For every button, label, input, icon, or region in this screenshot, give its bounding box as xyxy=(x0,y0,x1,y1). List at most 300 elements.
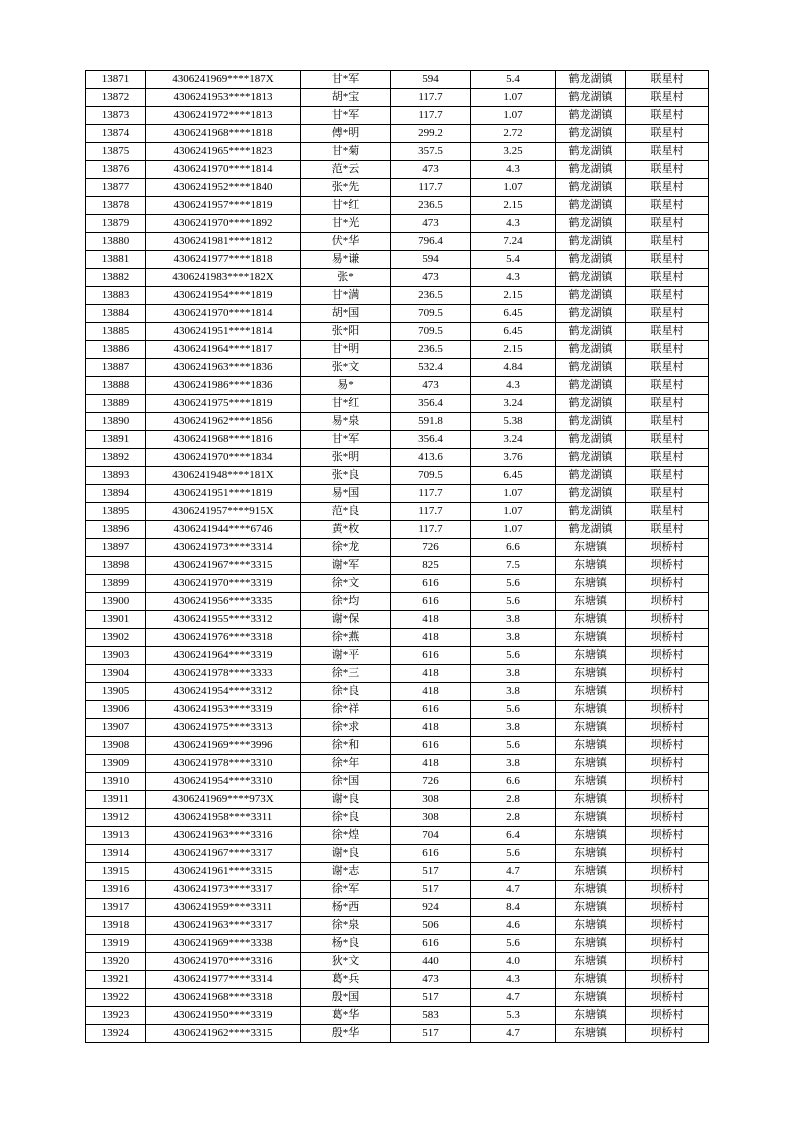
cell-serial: 13885 xyxy=(86,323,146,341)
cell-town: 东塘镇 xyxy=(556,575,626,593)
table-row xyxy=(86,197,709,215)
table-row xyxy=(86,755,709,773)
cell-amount: 236.5 xyxy=(391,341,471,359)
cell-town: 鹤龙湖镇 xyxy=(556,269,626,287)
table-row xyxy=(86,629,709,647)
cell-id-number: 4306241964****1817 xyxy=(146,341,301,359)
cell-town: 鹤龙湖镇 xyxy=(556,215,626,233)
table-row xyxy=(86,215,709,233)
cell-serial: 13915 xyxy=(86,863,146,881)
cell-town: 东塘镇 xyxy=(556,683,626,701)
table-row xyxy=(86,125,709,143)
cell-serial: 13882 xyxy=(86,269,146,287)
cell-village: 坝桥村 xyxy=(626,791,709,809)
cell-name: 徐*燕 xyxy=(301,629,391,647)
cell-village: 联星村 xyxy=(626,503,709,521)
cell-name: 徐*和 xyxy=(301,737,391,755)
cell-serial: 13896 xyxy=(86,521,146,539)
cell-amount: 709.5 xyxy=(391,323,471,341)
cell-rate: 5.4 xyxy=(471,71,556,89)
cell-town: 鹤龙湖镇 xyxy=(556,359,626,377)
cell-rate: 3.8 xyxy=(471,611,556,629)
table-row xyxy=(86,233,709,251)
cell-town: 东塘镇 xyxy=(556,737,626,755)
cell-village: 联星村 xyxy=(626,215,709,233)
cell-village: 联星村 xyxy=(626,107,709,125)
cell-serial: 13913 xyxy=(86,827,146,845)
cell-amount: 356.4 xyxy=(391,431,471,449)
cell-town: 鹤龙湖镇 xyxy=(556,251,626,269)
cell-rate: 3.8 xyxy=(471,665,556,683)
cell-serial: 13877 xyxy=(86,179,146,197)
cell-name: 徐*国 xyxy=(301,773,391,791)
cell-name: 甘*军 xyxy=(301,431,391,449)
cell-name: 谢*军 xyxy=(301,557,391,575)
cell-town: 鹤龙湖镇 xyxy=(556,179,626,197)
cell-village: 坝桥村 xyxy=(626,665,709,683)
cell-id-number: 4306241967****3315 xyxy=(146,557,301,575)
cell-name: 徐*良 xyxy=(301,809,391,827)
cell-id-number: 4306241963****3316 xyxy=(146,827,301,845)
cell-name: 张*阳 xyxy=(301,323,391,341)
cell-amount: 308 xyxy=(391,791,471,809)
cell-name: 胡*国 xyxy=(301,305,391,323)
cell-town: 东塘镇 xyxy=(556,845,626,863)
cell-amount: 117.7 xyxy=(391,503,471,521)
cell-name: 谢*志 xyxy=(301,863,391,881)
cell-amount: 825 xyxy=(391,557,471,575)
table-row xyxy=(86,737,709,755)
cell-amount: 117.7 xyxy=(391,89,471,107)
cell-serial: 13911 xyxy=(86,791,146,809)
cell-village: 坝桥村 xyxy=(626,899,709,917)
cell-village: 坝桥村 xyxy=(626,953,709,971)
subsidy-table xyxy=(85,70,709,1043)
cell-name: 甘*满 xyxy=(301,287,391,305)
cell-amount: 473 xyxy=(391,161,471,179)
cell-amount: 418 xyxy=(391,755,471,773)
cell-amount: 616 xyxy=(391,935,471,953)
cell-amount: 594 xyxy=(391,71,471,89)
cell-village: 坝桥村 xyxy=(626,773,709,791)
cell-serial: 13876 xyxy=(86,161,146,179)
table-row xyxy=(86,953,709,971)
cell-amount: 726 xyxy=(391,539,471,557)
table-row xyxy=(86,107,709,125)
table-body xyxy=(86,71,709,1043)
table-row xyxy=(86,143,709,161)
cell-rate: 6.4 xyxy=(471,827,556,845)
cell-id-number: 4306241970****1834 xyxy=(146,449,301,467)
cell-id-number: 4306241973****3317 xyxy=(146,881,301,899)
cell-village: 联星村 xyxy=(626,161,709,179)
cell-village: 坝桥村 xyxy=(626,557,709,575)
cell-id-number: 4306241954****3312 xyxy=(146,683,301,701)
cell-id-number: 4306241976****3318 xyxy=(146,629,301,647)
cell-amount: 616 xyxy=(391,737,471,755)
table-row xyxy=(86,323,709,341)
cell-rate: 5.6 xyxy=(471,593,556,611)
cell-rate: 6.6 xyxy=(471,773,556,791)
table-row xyxy=(86,449,709,467)
table-row xyxy=(86,593,709,611)
table-row xyxy=(86,269,709,287)
table-row xyxy=(86,917,709,935)
cell-id-number: 4306241952****1840 xyxy=(146,179,301,197)
cell-serial: 13891 xyxy=(86,431,146,449)
cell-serial: 13897 xyxy=(86,539,146,557)
table-row xyxy=(86,665,709,683)
cell-rate: 2.8 xyxy=(471,809,556,827)
cell-amount: 440 xyxy=(391,953,471,971)
cell-name: 杨*良 xyxy=(301,935,391,953)
table-row xyxy=(86,701,709,719)
table-row xyxy=(86,683,709,701)
cell-village: 联星村 xyxy=(626,359,709,377)
cell-serial: 13888 xyxy=(86,377,146,395)
cell-village: 坝桥村 xyxy=(626,737,709,755)
cell-village: 联星村 xyxy=(626,449,709,467)
cell-serial: 13887 xyxy=(86,359,146,377)
cell-name: 徐*三 xyxy=(301,665,391,683)
cell-id-number: 4306241957****1819 xyxy=(146,197,301,215)
cell-village: 联星村 xyxy=(626,467,709,485)
cell-village: 坝桥村 xyxy=(626,701,709,719)
cell-amount: 418 xyxy=(391,611,471,629)
cell-town: 鹤龙湖镇 xyxy=(556,197,626,215)
cell-id-number: 4306241983****182X xyxy=(146,269,301,287)
cell-serial: 13875 xyxy=(86,143,146,161)
cell-town: 鹤龙湖镇 xyxy=(556,521,626,539)
cell-rate: 1.07 xyxy=(471,179,556,197)
cell-town: 东塘镇 xyxy=(556,755,626,773)
cell-town: 东塘镇 xyxy=(556,935,626,953)
cell-serial: 13908 xyxy=(86,737,146,755)
cell-town: 东塘镇 xyxy=(556,593,626,611)
cell-id-number: 4306241969****3996 xyxy=(146,737,301,755)
cell-serial: 13899 xyxy=(86,575,146,593)
cell-rate: 4.3 xyxy=(471,215,556,233)
cell-rate: 3.76 xyxy=(471,449,556,467)
table-sheet xyxy=(85,70,709,1043)
cell-town: 鹤龙湖镇 xyxy=(556,413,626,431)
cell-rate: 1.07 xyxy=(471,107,556,125)
cell-village: 坝桥村 xyxy=(626,1007,709,1025)
table-row xyxy=(86,431,709,449)
cell-serial: 13890 xyxy=(86,413,146,431)
cell-serial: 13903 xyxy=(86,647,146,665)
cell-village: 坝桥村 xyxy=(626,719,709,737)
cell-rate: 3.8 xyxy=(471,683,556,701)
cell-village: 联星村 xyxy=(626,377,709,395)
cell-id-number: 4306241963****3317 xyxy=(146,917,301,935)
cell-name: 徐*泉 xyxy=(301,917,391,935)
cell-id-number: 4306241978****3333 xyxy=(146,665,301,683)
cell-name: 胡*宝 xyxy=(301,89,391,107)
cell-rate: 3.8 xyxy=(471,719,556,737)
cell-rate: 6.45 xyxy=(471,305,556,323)
table-row xyxy=(86,809,709,827)
cell-rate: 3.24 xyxy=(471,395,556,413)
cell-rate: 4.7 xyxy=(471,1025,556,1043)
cell-id-number: 4306241968****3318 xyxy=(146,989,301,1007)
table-row xyxy=(86,413,709,431)
table-row xyxy=(86,71,709,89)
table-row xyxy=(86,503,709,521)
cell-id-number: 4306241981****1812 xyxy=(146,233,301,251)
cell-town: 东塘镇 xyxy=(556,899,626,917)
cell-town: 东塘镇 xyxy=(556,971,626,989)
cell-amount: 796.4 xyxy=(391,233,471,251)
cell-name: 甘*明 xyxy=(301,341,391,359)
cell-town: 东塘镇 xyxy=(556,611,626,629)
cell-serial: 13922 xyxy=(86,989,146,1007)
table-row xyxy=(86,179,709,197)
cell-amount: 117.7 xyxy=(391,179,471,197)
table-row xyxy=(86,719,709,737)
cell-name: 徐*良 xyxy=(301,683,391,701)
cell-town: 鹤龙湖镇 xyxy=(556,287,626,305)
cell-name: 杨*西 xyxy=(301,899,391,917)
cell-town: 东塘镇 xyxy=(556,953,626,971)
cell-amount: 616 xyxy=(391,575,471,593)
cell-village: 坝桥村 xyxy=(626,755,709,773)
cell-serial: 13901 xyxy=(86,611,146,629)
cell-amount: 357.5 xyxy=(391,143,471,161)
cell-rate: 1.07 xyxy=(471,89,556,107)
cell-rate: 5.3 xyxy=(471,1007,556,1025)
cell-village: 联星村 xyxy=(626,179,709,197)
cell-village: 联星村 xyxy=(626,233,709,251)
cell-name: 葛*兵 xyxy=(301,971,391,989)
table-row xyxy=(86,611,709,629)
cell-rate: 4.84 xyxy=(471,359,556,377)
cell-name: 张*文 xyxy=(301,359,391,377)
cell-serial: 13884 xyxy=(86,305,146,323)
cell-village: 联星村 xyxy=(626,485,709,503)
cell-name: 伏*华 xyxy=(301,233,391,251)
cell-village: 联星村 xyxy=(626,413,709,431)
cell-serial: 13920 xyxy=(86,953,146,971)
cell-serial: 13892 xyxy=(86,449,146,467)
cell-amount: 517 xyxy=(391,863,471,881)
cell-town: 鹤龙湖镇 xyxy=(556,233,626,251)
cell-rate: 1.07 xyxy=(471,521,556,539)
cell-town: 东塘镇 xyxy=(556,719,626,737)
cell-serial: 13883 xyxy=(86,287,146,305)
cell-name: 徐*求 xyxy=(301,719,391,737)
cell-rate: 3.8 xyxy=(471,629,556,647)
cell-name: 殷*华 xyxy=(301,1025,391,1043)
cell-rate: 5.6 xyxy=(471,701,556,719)
cell-serial: 13909 xyxy=(86,755,146,773)
cell-village: 联星村 xyxy=(626,143,709,161)
cell-serial: 13907 xyxy=(86,719,146,737)
cell-town: 东塘镇 xyxy=(556,557,626,575)
cell-village: 坝桥村 xyxy=(626,863,709,881)
cell-rate: 7.24 xyxy=(471,233,556,251)
cell-serial: 13906 xyxy=(86,701,146,719)
cell-name: 甘*军 xyxy=(301,107,391,125)
cell-amount: 418 xyxy=(391,629,471,647)
cell-village: 联星村 xyxy=(626,125,709,143)
cell-town: 东塘镇 xyxy=(556,791,626,809)
cell-amount: 616 xyxy=(391,593,471,611)
table-row xyxy=(86,827,709,845)
cell-town: 鹤龙湖镇 xyxy=(556,143,626,161)
cell-serial: 13879 xyxy=(86,215,146,233)
cell-serial: 13923 xyxy=(86,1007,146,1025)
cell-serial: 13881 xyxy=(86,251,146,269)
cell-amount: 616 xyxy=(391,845,471,863)
cell-town: 鹤龙湖镇 xyxy=(556,71,626,89)
table-row xyxy=(86,989,709,1007)
cell-amount: 473 xyxy=(391,971,471,989)
cell-town: 东塘镇 xyxy=(556,989,626,1007)
cell-serial: 13916 xyxy=(86,881,146,899)
cell-name: 甘*菊 xyxy=(301,143,391,161)
cell-rate: 2.15 xyxy=(471,341,556,359)
cell-name: 徐*文 xyxy=(301,575,391,593)
cell-id-number: 4306241970****1814 xyxy=(146,305,301,323)
cell-name: 谢*良 xyxy=(301,791,391,809)
cell-name: 殷*国 xyxy=(301,989,391,1007)
cell-serial: 13873 xyxy=(86,107,146,125)
cell-name: 范*云 xyxy=(301,161,391,179)
cell-village: 联星村 xyxy=(626,395,709,413)
cell-serial: 13905 xyxy=(86,683,146,701)
table-row xyxy=(86,287,709,305)
cell-id-number: 4306241955****3312 xyxy=(146,611,301,629)
cell-id-number: 4306241986****1836 xyxy=(146,377,301,395)
cell-serial: 13924 xyxy=(86,1025,146,1043)
cell-id-number: 4306241953****1813 xyxy=(146,89,301,107)
cell-name: 傅*明 xyxy=(301,125,391,143)
cell-id-number: 4306241963****1836 xyxy=(146,359,301,377)
cell-amount: 517 xyxy=(391,1025,471,1043)
table-row xyxy=(86,251,709,269)
cell-id-number: 4306241951****1814 xyxy=(146,323,301,341)
cell-town: 鹤龙湖镇 xyxy=(556,161,626,179)
cell-town: 东塘镇 xyxy=(556,1025,626,1043)
cell-rate: 5.6 xyxy=(471,647,556,665)
cell-serial: 13872 xyxy=(86,89,146,107)
cell-id-number: 4306241961****3315 xyxy=(146,863,301,881)
cell-amount: 709.5 xyxy=(391,467,471,485)
table-row xyxy=(86,377,709,395)
cell-name: 徐*军 xyxy=(301,881,391,899)
cell-village: 坝桥村 xyxy=(626,629,709,647)
cell-id-number: 4306241970****1892 xyxy=(146,215,301,233)
cell-name: 甘*军 xyxy=(301,71,391,89)
cell-id-number: 4306241962****1856 xyxy=(146,413,301,431)
cell-amount: 308 xyxy=(391,809,471,827)
cell-id-number: 4306241964****3319 xyxy=(146,647,301,665)
cell-town: 鹤龙湖镇 xyxy=(556,89,626,107)
cell-village: 坝桥村 xyxy=(626,575,709,593)
cell-serial: 13878 xyxy=(86,197,146,215)
table-row xyxy=(86,845,709,863)
cell-name: 谢*平 xyxy=(301,647,391,665)
cell-town: 鹤龙湖镇 xyxy=(556,449,626,467)
cell-rate: 4.7 xyxy=(471,881,556,899)
cell-rate: 4.7 xyxy=(471,989,556,1007)
cell-id-number: 4306241969****3338 xyxy=(146,935,301,953)
cell-village: 联星村 xyxy=(626,269,709,287)
table-row xyxy=(86,647,709,665)
cell-rate: 3.8 xyxy=(471,755,556,773)
cell-id-number: 4306241970****3316 xyxy=(146,953,301,971)
cell-amount: 236.5 xyxy=(391,287,471,305)
cell-serial: 13921 xyxy=(86,971,146,989)
table-row xyxy=(86,341,709,359)
cell-id-number: 4306241948****181X xyxy=(146,467,301,485)
cell-town: 东塘镇 xyxy=(556,917,626,935)
cell-id-number: 4306241957****915X xyxy=(146,503,301,521)
cell-village: 坝桥村 xyxy=(626,935,709,953)
cell-village: 联星村 xyxy=(626,287,709,305)
cell-amount: 594 xyxy=(391,251,471,269)
cell-id-number: 4306241944****6746 xyxy=(146,521,301,539)
cell-amount: 356.4 xyxy=(391,395,471,413)
cell-serial: 13871 xyxy=(86,71,146,89)
cell-village: 联星村 xyxy=(626,323,709,341)
cell-amount: 117.7 xyxy=(391,107,471,125)
cell-town: 东塘镇 xyxy=(556,647,626,665)
cell-town: 东塘镇 xyxy=(556,809,626,827)
cell-town: 东塘镇 xyxy=(556,881,626,899)
cell-amount: 517 xyxy=(391,989,471,1007)
cell-village: 联星村 xyxy=(626,431,709,449)
table-row xyxy=(86,935,709,953)
cell-id-number: 4306241973****3314 xyxy=(146,539,301,557)
cell-amount: 616 xyxy=(391,701,471,719)
cell-id-number: 4306241978****3310 xyxy=(146,755,301,773)
cell-rate: 1.07 xyxy=(471,485,556,503)
cell-village: 坝桥村 xyxy=(626,593,709,611)
cell-village: 联星村 xyxy=(626,521,709,539)
table-row xyxy=(86,881,709,899)
cell-amount: 473 xyxy=(391,215,471,233)
cell-town: 鹤龙湖镇 xyxy=(556,341,626,359)
cell-serial: 13910 xyxy=(86,773,146,791)
cell-id-number: 4306241954****1819 xyxy=(146,287,301,305)
cell-rate: 6.45 xyxy=(471,467,556,485)
cell-name: 范*良 xyxy=(301,503,391,521)
cell-rate: 2.15 xyxy=(471,287,556,305)
cell-rate: 3.25 xyxy=(471,143,556,161)
cell-town: 东塘镇 xyxy=(556,827,626,845)
table-row xyxy=(86,557,709,575)
cell-town: 鹤龙湖镇 xyxy=(556,431,626,449)
cell-id-number: 4306241977****1818 xyxy=(146,251,301,269)
cell-serial: 13912 xyxy=(86,809,146,827)
table-row xyxy=(86,305,709,323)
cell-serial: 13914 xyxy=(86,845,146,863)
table-row xyxy=(86,791,709,809)
cell-id-number: 4306241975****1819 xyxy=(146,395,301,413)
cell-name: 黄*枚 xyxy=(301,521,391,539)
cell-amount: 299.2 xyxy=(391,125,471,143)
cell-village: 坝桥村 xyxy=(626,611,709,629)
cell-amount: 709.5 xyxy=(391,305,471,323)
cell-id-number: 4306241951****1819 xyxy=(146,485,301,503)
table-row xyxy=(86,971,709,989)
cell-rate: 6.45 xyxy=(471,323,556,341)
cell-serial: 13874 xyxy=(86,125,146,143)
cell-rate: 4.3 xyxy=(471,269,556,287)
cell-village: 坝桥村 xyxy=(626,1025,709,1043)
